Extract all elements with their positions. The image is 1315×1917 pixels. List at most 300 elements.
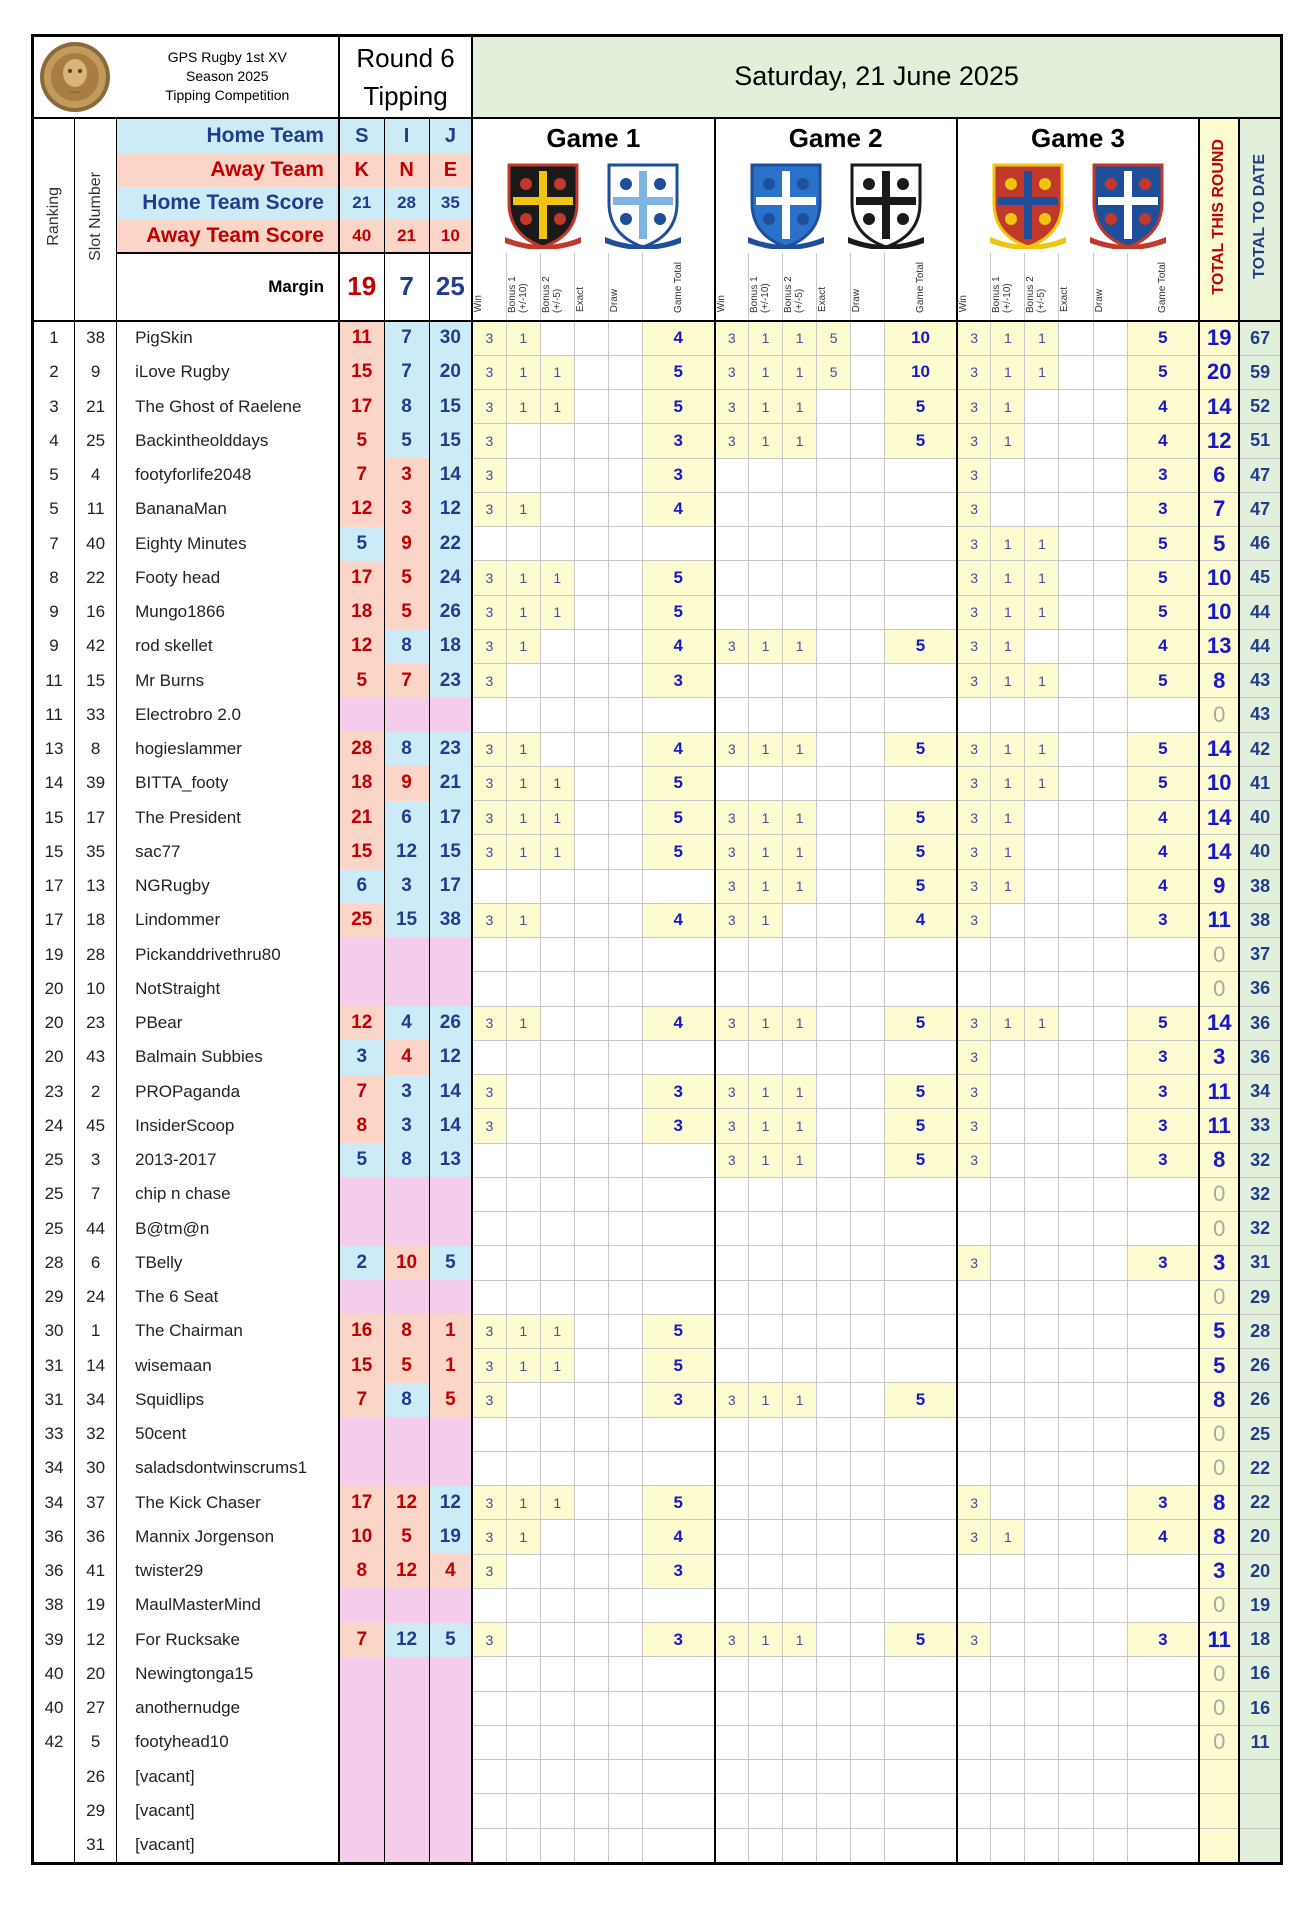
- player-name-cell: B@tm@n: [117, 1212, 339, 1246]
- game-3-title: [957, 118, 1199, 154]
- game-2-points: [851, 1212, 885, 1246]
- game-2-points: [783, 1588, 817, 1622]
- game-3-points: [1025, 698, 1059, 732]
- game-1-points: [574, 766, 608, 800]
- game-3-points: [991, 1451, 1025, 1485]
- rank-cell: 2: [33, 355, 75, 389]
- game-3-points: [991, 1040, 1025, 1074]
- game-2-points: [817, 972, 851, 1006]
- game-3-points: [991, 698, 1025, 732]
- total-this-round: 10: [1199, 766, 1239, 800]
- game-1-points: [608, 1075, 642, 1109]
- game-3-points: [1059, 1486, 1093, 1520]
- game-1-points: [540, 938, 574, 972]
- tip-margin-game-3: 23: [429, 664, 472, 698]
- tip-margin-game-1: 5: [339, 664, 384, 698]
- tip-margin-game-3: 5: [429, 1383, 472, 1417]
- game-1-points: [574, 938, 608, 972]
- rank-cell: 23: [33, 1075, 75, 1109]
- game-1-points: [574, 835, 608, 869]
- game-3-points: [1059, 458, 1093, 492]
- player-name-cell: PigSkin: [117, 321, 339, 356]
- game-2-points: [817, 1691, 851, 1725]
- tip-margin-game-3: 19: [429, 1520, 472, 1554]
- game-3-points: [1093, 1623, 1127, 1657]
- table-row: [33, 321, 1282, 356]
- tip-margin-game-3: 26: [429, 595, 472, 629]
- game-1-points: [540, 1040, 574, 1074]
- game-2-points: [715, 1212, 749, 1246]
- game-2-total: [885, 1554, 957, 1588]
- player-name-cell: Mannix Jorgenson: [117, 1520, 339, 1554]
- game-1-points: [608, 458, 642, 492]
- tip-margin-game-3: [429, 1280, 472, 1314]
- game-3-points: 3: [957, 1075, 991, 1109]
- slot-cell: 13: [75, 869, 117, 903]
- game-2-points: [749, 1828, 783, 1863]
- rank-cell: 4: [33, 424, 75, 458]
- game-1-points: [506, 938, 540, 972]
- subheader-text: Exact: [1059, 287, 1071, 313]
- game-2-points: [817, 1383, 851, 1417]
- game-2-points: 1: [749, 1383, 783, 1417]
- game-1-total: [642, 1794, 714, 1828]
- total-to-date: 32: [1239, 1177, 1281, 1211]
- game-1-points: [472, 1725, 506, 1759]
- game-1-points: [540, 492, 574, 526]
- game-2-away-crest-icon: [842, 157, 930, 249]
- game-1-points: [608, 1486, 642, 1520]
- table-row: [33, 595, 1282, 629]
- game-2-points: [817, 492, 851, 526]
- game-2-points: [749, 1725, 783, 1759]
- player-name-cell: BITTA_footy: [117, 766, 339, 800]
- total-to-date: 29: [1239, 1280, 1281, 1314]
- slot-cell: 31: [75, 1828, 117, 1863]
- total-to-date: [1239, 1828, 1281, 1863]
- game-3-points: [1093, 1109, 1127, 1143]
- table-row: [33, 424, 1282, 458]
- rank-cell: 25: [33, 1212, 75, 1246]
- game-1-points: 1: [540, 766, 574, 800]
- game-1-points: [540, 527, 574, 561]
- game-3-points: [991, 458, 1025, 492]
- game-2-points: [715, 1349, 749, 1383]
- slot-cell: 6: [75, 1246, 117, 1280]
- tip-margin-game-3: [429, 1451, 472, 1485]
- tip-margin-game-3: 5: [429, 1246, 472, 1280]
- game-1-points: [608, 1588, 642, 1622]
- game-3-points: [957, 1314, 991, 1348]
- game-2-points: [817, 1417, 851, 1451]
- game-1-points: [540, 1451, 574, 1485]
- total-to-date: 20: [1239, 1554, 1281, 1588]
- slot-cell: 32: [75, 1417, 117, 1451]
- total-this-round: [1199, 1828, 1239, 1863]
- game-2-points: [715, 1280, 749, 1314]
- tip-margin-game-3: [429, 938, 472, 972]
- game-2-total: [885, 1760, 957, 1794]
- round-title: [339, 36, 472, 118]
- game-3-points: 3: [957, 1040, 991, 1074]
- player-name-cell: hogieslammer: [117, 732, 339, 766]
- player-name-cell: wisemaan: [117, 1349, 339, 1383]
- game-3-points: 1: [991, 664, 1025, 698]
- game-2-points: [851, 1760, 885, 1794]
- game-3-points: [991, 1314, 1025, 1348]
- table-row: [33, 1451, 1282, 1485]
- total-to-date: 44: [1239, 629, 1281, 663]
- tip-margin-game-1: 17: [339, 390, 384, 424]
- rank-cell: 36: [33, 1520, 75, 1554]
- game-2-total: [885, 1520, 957, 1554]
- game-2-points: [851, 1451, 885, 1485]
- game-3-points: 3: [957, 561, 991, 595]
- home-score-game-3: 35: [429, 187, 472, 220]
- game-3-points: [1059, 766, 1093, 800]
- game-1-points: [608, 1554, 642, 1588]
- game-1-points: [472, 1280, 506, 1314]
- tip-margin-game-1: 21: [339, 801, 384, 835]
- game-1-total: [642, 1451, 714, 1485]
- total-to-date: 42: [1239, 732, 1281, 766]
- tipping-sheet: [31, 34, 1283, 1865]
- game-2-total: 5: [885, 1109, 957, 1143]
- slot-cell: 10: [75, 972, 117, 1006]
- table-row: [33, 1828, 1282, 1863]
- game-1-points: [540, 1212, 574, 1246]
- game-1-points: [506, 1794, 540, 1828]
- total-this-round: 13: [1199, 629, 1239, 663]
- game-2-points: [749, 1314, 783, 1348]
- game-2-points: [851, 698, 885, 732]
- game-1-points: [540, 1588, 574, 1622]
- game-2-points: 5: [817, 355, 851, 389]
- game-2-points: [749, 1177, 783, 1211]
- game-3-subheader-6: [1127, 253, 1199, 321]
- game-3-points: [1093, 561, 1127, 595]
- tip-margin-game-2: [384, 1828, 429, 1863]
- tip-margin-game-2: 9: [384, 527, 429, 561]
- game-3-points: [1093, 1486, 1127, 1520]
- table-row: [33, 938, 1282, 972]
- game-1-points: [574, 1623, 608, 1657]
- game-2-points: 3: [715, 321, 749, 356]
- game-3-points: 3: [957, 390, 991, 424]
- game-3-points: [1059, 1212, 1093, 1246]
- game-2-points: 1: [749, 1006, 783, 1040]
- total-this-round: 8: [1199, 1486, 1239, 1520]
- total-this-round: [1199, 1794, 1239, 1828]
- game-2-points: [715, 1554, 749, 1588]
- game-1-total: 3: [642, 1075, 714, 1109]
- tip-margin-game-2: 10: [384, 1246, 429, 1280]
- tip-margin-game-2: 12: [384, 1554, 429, 1588]
- tip-margin-game-3: 4: [429, 1554, 472, 1588]
- game-3-points: [991, 1143, 1025, 1177]
- game-2-points: 1: [749, 1075, 783, 1109]
- game-3-points: 1: [1025, 664, 1059, 698]
- total-this-round: 3: [1199, 1040, 1239, 1074]
- margin-game-3: 25: [429, 253, 472, 321]
- game-2-points: [817, 1143, 851, 1177]
- tip-margin-game-3: 1: [429, 1349, 472, 1383]
- total-to-date: 45: [1239, 561, 1281, 595]
- game-1-points: [608, 1040, 642, 1074]
- total-to-date: 36: [1239, 1006, 1281, 1040]
- game-1-points: [608, 938, 642, 972]
- total-this-round: 20: [1199, 355, 1239, 389]
- game-2-points: 1: [783, 1075, 817, 1109]
- away-team-label: Away Team: [117, 154, 339, 187]
- game-1-points: [506, 1040, 540, 1074]
- game-3-points: [957, 1417, 991, 1451]
- total-this-round: 11: [1199, 903, 1239, 937]
- game-1-points: [472, 527, 506, 561]
- game-2-subheader-1: [715, 253, 749, 321]
- game-1-points: [506, 869, 540, 903]
- game-1-points: 1: [506, 355, 540, 389]
- tip-margin-game-1: 5: [339, 424, 384, 458]
- game-2-points: [851, 492, 885, 526]
- tip-margin-game-3: [429, 1760, 472, 1794]
- game-2-points: [749, 766, 783, 800]
- player-name-cell: MaulMasterMind: [117, 1588, 339, 1622]
- slot-cell: 41: [75, 1554, 117, 1588]
- game-3-points: [1059, 1383, 1093, 1417]
- slot-label: Slot Number: [86, 172, 104, 261]
- game-3-points: 1: [991, 595, 1025, 629]
- game-2-points: [749, 1760, 783, 1794]
- game-3-points: [1025, 1486, 1059, 1520]
- game-2-points: [817, 1109, 851, 1143]
- player-name-cell: Newingtonga15: [117, 1657, 339, 1691]
- subheader-text: Bonus 1 (+/-10): [749, 275, 772, 313]
- game-1-points: [540, 424, 574, 458]
- subheader-text: Game Total: [915, 261, 927, 313]
- game-1-points: [540, 1657, 574, 1691]
- away-score-game-1: 40: [339, 220, 384, 253]
- game-1-total: 5: [642, 801, 714, 835]
- game-3-points: 1: [1025, 527, 1059, 561]
- game-3-points: [991, 1623, 1025, 1657]
- game-3-points: [1059, 355, 1093, 389]
- game-2-points: [817, 390, 851, 424]
- total-this-round: 14: [1199, 732, 1239, 766]
- game-1-total: 5: [642, 390, 714, 424]
- game-1-points: [472, 1828, 506, 1863]
- game-3-points: [1025, 972, 1059, 1006]
- table-row: [33, 1417, 1282, 1451]
- tip-margin-game-2: [384, 1725, 429, 1759]
- away-score-game-3: 10: [429, 220, 472, 253]
- game-2-points: [783, 766, 817, 800]
- player-name-cell: rod skellet: [117, 629, 339, 663]
- game-1-points: 1: [506, 1006, 540, 1040]
- game-2-points: [817, 527, 851, 561]
- player-name-cell: BananaMan: [117, 492, 339, 526]
- game-3-total: 3: [1127, 1143, 1199, 1177]
- game-2-points: [749, 1486, 783, 1520]
- game-2-points: [817, 732, 851, 766]
- game-3-points: [1093, 1246, 1127, 1280]
- game-2-total: [885, 664, 957, 698]
- game-3-points: [991, 1383, 1025, 1417]
- game-1-points: [608, 1246, 642, 1280]
- game-2-points: [715, 664, 749, 698]
- game-1-points: [574, 1177, 608, 1211]
- game-2-points: 1: [783, 424, 817, 458]
- game-1-points: [540, 732, 574, 766]
- game-3-points: 1: [991, 732, 1025, 766]
- player-name-cell: NotStraight: [117, 972, 339, 1006]
- game-1-points: 1: [506, 321, 540, 356]
- slot-cell: 22: [75, 561, 117, 595]
- rank-cell: 11: [33, 698, 75, 732]
- game-1-points: [608, 801, 642, 835]
- game-1-total: [642, 1657, 714, 1691]
- game-1-points: [608, 1657, 642, 1691]
- game-1-points: 1: [540, 595, 574, 629]
- game-3-points: [1059, 1828, 1093, 1863]
- game-1-points: [540, 1383, 574, 1417]
- game-2-points: [783, 1451, 817, 1485]
- game-3-total: 3: [1127, 1623, 1199, 1657]
- game-3-points: [1025, 1725, 1059, 1759]
- tip-margin-game-3: 30: [429, 321, 472, 356]
- total-this-round: 8: [1199, 1143, 1239, 1177]
- game-2-total: [885, 1451, 957, 1485]
- game-2-total: [885, 1725, 957, 1759]
- game-2-points: [749, 1280, 783, 1314]
- table-row: [33, 1623, 1282, 1657]
- game-2-total: 10: [885, 355, 957, 389]
- home-code-game-3: J: [429, 118, 472, 154]
- player-name-cell: PBear: [117, 1006, 339, 1040]
- game-1-points: [574, 1725, 608, 1759]
- tip-margin-game-3: 23: [429, 732, 472, 766]
- player-name-cell: For Rucksake: [117, 1623, 339, 1657]
- game-3-points: [1059, 1177, 1093, 1211]
- game-3-total: 5: [1127, 664, 1199, 698]
- game-1-total: 3: [642, 458, 714, 492]
- tip-margin-game-2: [384, 1588, 429, 1622]
- game-2-points: [783, 1657, 817, 1691]
- game-2-points: [783, 1040, 817, 1074]
- game-2-points: [851, 1280, 885, 1314]
- game-3-points: 1: [1025, 561, 1059, 595]
- rank-cell: 31: [33, 1383, 75, 1417]
- game-3-points: 3: [957, 869, 991, 903]
- game-1-away-crest-icon: [599, 157, 687, 249]
- player-name-cell: sac77: [117, 835, 339, 869]
- game-2-points: 1: [749, 355, 783, 389]
- game-3-points: [1059, 1451, 1093, 1485]
- game-1-total: [642, 972, 714, 1006]
- game-2-points: [817, 1725, 851, 1759]
- game-2-subheader-4: [817, 253, 851, 321]
- total-to-date: 26: [1239, 1349, 1281, 1383]
- total-this-round: 5: [1199, 1349, 1239, 1383]
- player-name-cell: [vacant]: [117, 1794, 339, 1828]
- tip-margin-game-2: 5: [384, 424, 429, 458]
- slot-cell: 34: [75, 1383, 117, 1417]
- game-1-points: [608, 561, 642, 595]
- slot-cell: 36: [75, 1520, 117, 1554]
- game-1-points: [540, 903, 574, 937]
- subheader-text: Bonus 2 (+/-5): [540, 275, 563, 313]
- game-1-points: [574, 869, 608, 903]
- rank-cell: 17: [33, 903, 75, 937]
- total-to-date: 40: [1239, 801, 1281, 835]
- game-2-points: [783, 492, 817, 526]
- game-3-points: [1059, 1280, 1093, 1314]
- total-this-round: 0: [1199, 1691, 1239, 1725]
- game-3-points: [1093, 1314, 1127, 1348]
- subheader-text: Exact: [817, 287, 829, 313]
- total-this-round: 0: [1199, 938, 1239, 972]
- game-3-points: [957, 1280, 991, 1314]
- tip-margin-game-2: 3: [384, 1075, 429, 1109]
- tip-margin-game-3: 12: [429, 1486, 472, 1520]
- subheader-text: Bonus 2 (+/-5): [783, 275, 806, 313]
- game-2-total: 5: [885, 1623, 957, 1657]
- table-row: [33, 1246, 1282, 1280]
- game-3-points: [991, 938, 1025, 972]
- game-1-points: [574, 1760, 608, 1794]
- total-this-round: 0: [1199, 1280, 1239, 1314]
- game-2-points: [817, 801, 851, 835]
- game-1-total: [642, 1177, 714, 1211]
- slot-cell: 16: [75, 595, 117, 629]
- game-1-points: 1: [506, 1349, 540, 1383]
- game-3-total: 3: [1127, 492, 1199, 526]
- game-2-points: [817, 1760, 851, 1794]
- game-3-points: [1025, 801, 1059, 835]
- game-1-points: [506, 664, 540, 698]
- game-3-points: 1: [991, 766, 1025, 800]
- game-2-points: [783, 1828, 817, 1863]
- total-this-round: 11: [1199, 1075, 1239, 1109]
- game-1-total: 5: [642, 766, 714, 800]
- player-name-cell: twister29: [117, 1554, 339, 1588]
- tip-margin-game-2: 15: [384, 903, 429, 937]
- tip-margin-game-2: 7: [384, 321, 429, 356]
- game-3-total: 3: [1127, 1109, 1199, 1143]
- total-to-date: 51: [1239, 424, 1281, 458]
- player-name-cell: 50cent: [117, 1417, 339, 1451]
- total-to-date: 32: [1239, 1143, 1281, 1177]
- game-3-points: [1059, 1349, 1093, 1383]
- total-this-round: 3: [1199, 1554, 1239, 1588]
- total-to-date: 47: [1239, 458, 1281, 492]
- game-1-points: [472, 1451, 506, 1485]
- player-name-cell: TBelly: [117, 1246, 339, 1280]
- rank-cell: 34: [33, 1451, 75, 1485]
- game-2-points: [817, 458, 851, 492]
- game-3-points: [1059, 903, 1093, 937]
- slot-cell: 44: [75, 1212, 117, 1246]
- game-3-points: 3: [957, 1143, 991, 1177]
- game-1-points: [540, 869, 574, 903]
- tip-margin-game-1: [339, 1177, 384, 1211]
- game-3-points: [1025, 1075, 1059, 1109]
- rank-cell: 13: [33, 732, 75, 766]
- game-3-subheader-3: [1025, 253, 1059, 321]
- tip-margin-game-3: 12: [429, 1040, 472, 1074]
- player-name-cell: Electrobro 2.0: [117, 698, 339, 732]
- game-1-points: [574, 355, 608, 389]
